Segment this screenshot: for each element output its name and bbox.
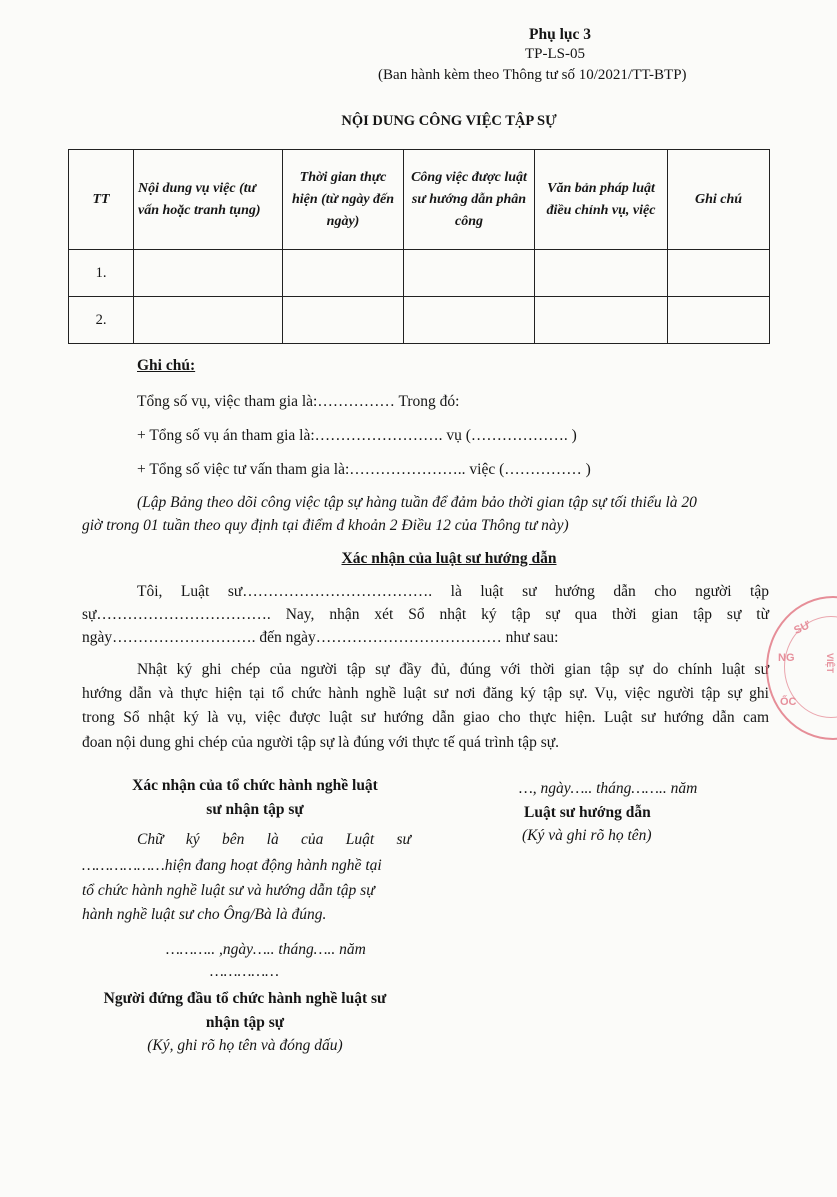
instruction-line-1: (Lập Bảng theo dõi công việc tập sự hàng tuần để đảm bảo thời gian tập sự tối thiểu là 20 — [137, 494, 697, 511]
table-cell[interactable] — [283, 250, 404, 297]
lawyer-date: …, ngày….. tháng…….. năm — [519, 780, 698, 797]
table-cell[interactable] — [134, 297, 283, 344]
org-heading-2: sư nhận tập sự — [206, 801, 304, 818]
table-cell[interactable] — [668, 297, 770, 344]
org-text-2: ………………hiện đang hoạt động hành nghề tại — [82, 857, 382, 874]
table-cell[interactable] — [134, 250, 283, 297]
org-date: ……….. ,ngày….. tháng….. năm — [166, 941, 366, 958]
confirmation-para-2: hướng dẫn và thực hiện tại tổ chức hành nghề luật sư nơi đăng ký tập sự. Vụ, việc người tập sự ghi — [82, 685, 769, 702]
col-header-tt: TT — [69, 150, 134, 250]
notes-heading: Ghi chú: — [137, 357, 196, 374]
confirmation-para-1: Nhật ký ghi chép của người tập sự đầy đủ, đúng với thời gian tập sự do chính luật sư — [137, 661, 769, 678]
org-heading-1: Xác nhận của tổ chức hành nghề luật — [132, 777, 378, 794]
table-cell[interactable]: 1. — [69, 250, 134, 297]
stamp-text: SƯ — [792, 619, 813, 637]
table-cell[interactable] — [535, 297, 668, 344]
total-cases-line: Tổng số vụ, việc tham gia là:…………… Trong đó: — [137, 393, 460, 410]
confirmation-para-4: đoan nội dung ghi chép của người tập sự là đúng với thực tế quá trình tập sự. — [82, 734, 560, 751]
stamp-text: NG — [778, 652, 795, 664]
confirmation-line-2: sự……………………………. Nay, nhận xét Sổ nhật ký tập sự qua thời gian tập sự từ — [82, 606, 769, 623]
confirmation-line-3: ngày………………………. đến ngày……………………………… như sau: — [82, 629, 559, 646]
confirmation-heading: Xác nhận của luật sư hướng dẫn — [341, 550, 557, 567]
col-header-notes: Ghi chú — [668, 150, 770, 250]
confirmation-line-1: Tôi, Luật sư………………………………. là luật sư hướng dẫn cho người tập — [137, 583, 769, 600]
stamp-text: VIỆT — [825, 652, 836, 674]
org-signer-1: Người đứng đầu tổ chức hành nghề luật sư — [103, 990, 387, 1007]
table-cell[interactable] — [404, 297, 535, 344]
org-signer-2: nhận tập sự — [205, 1014, 285, 1031]
form-code: TP-LS-05 — [525, 46, 585, 62]
table-row — [69, 250, 770, 297]
confirmation-para-3: trong Sổ nhật ký là vụ, việc được luật sư hướng dẫn giao cho thực hiện. Luật sư hướng dẫn cam — [82, 709, 769, 726]
col-header-assigned-work: Công việc được luật sư hướng dẫn phân công — [404, 150, 535, 250]
work-table — [68, 149, 770, 344]
appendix-label: Phụ lục 3 — [528, 26, 591, 43]
lawyer-title: Luật sư hướng dẫn — [524, 804, 651, 821]
stamp-text: ỐC — [780, 696, 797, 708]
table-cell[interactable]: 2. — [69, 297, 134, 344]
org-text-4: hành nghề luật sư cho Ông/Bà là đúng. — [82, 906, 327, 923]
org-sign-note: (Ký, ghi rõ họ tên và đóng dấu) — [147, 1037, 343, 1054]
table-header-row — [69, 150, 770, 250]
consulting-cases-line: + Tổng số việc tư vấn tham gia là:………………….. việc (…………… ) — [137, 461, 591, 478]
instruction-line-2: giờ trong 01 tuần theo quy định tại điểm đ khoản 2 Điều 12 của Thông tư này) — [82, 517, 569, 534]
col-header-time: Thời gian thực hiện (từ ngày đến ngày) — [283, 150, 404, 250]
document-title: NỘI DUNG CÔNG VIỆC TẬP SỰ — [341, 113, 557, 129]
table-cell[interactable] — [668, 250, 770, 297]
table-cell[interactable] — [404, 250, 535, 297]
red-stamp — [766, 596, 837, 740]
org-text-3: tổ chức hành nghề luật sư và hướng dẫn tập sự — [82, 882, 375, 899]
table-row — [69, 297, 770, 344]
table-cell[interactable] — [535, 250, 668, 297]
lawyer-sign-note: (Ký và ghi rõ họ tên) — [522, 827, 652, 844]
org-date-dots: …………… — [210, 963, 279, 980]
org-text-1: Chữ ký bên là của Luật sư — [137, 831, 411, 848]
col-header-content: Nội dung vụ việc (tư vấn hoặc tranh tụng) — [134, 150, 283, 250]
col-header-legal-docs: Văn bản pháp luật điều chỉnh vụ, việc — [535, 150, 668, 250]
court-cases-line: + Tổng số vụ án tham gia là:……………………. vụ (………………. ) — [137, 427, 577, 444]
issued-with-note: (Ban hành kèm theo Thông tư số 10/2021/TT-BTP) — [378, 67, 687, 83]
table-cell[interactable] — [283, 297, 404, 344]
